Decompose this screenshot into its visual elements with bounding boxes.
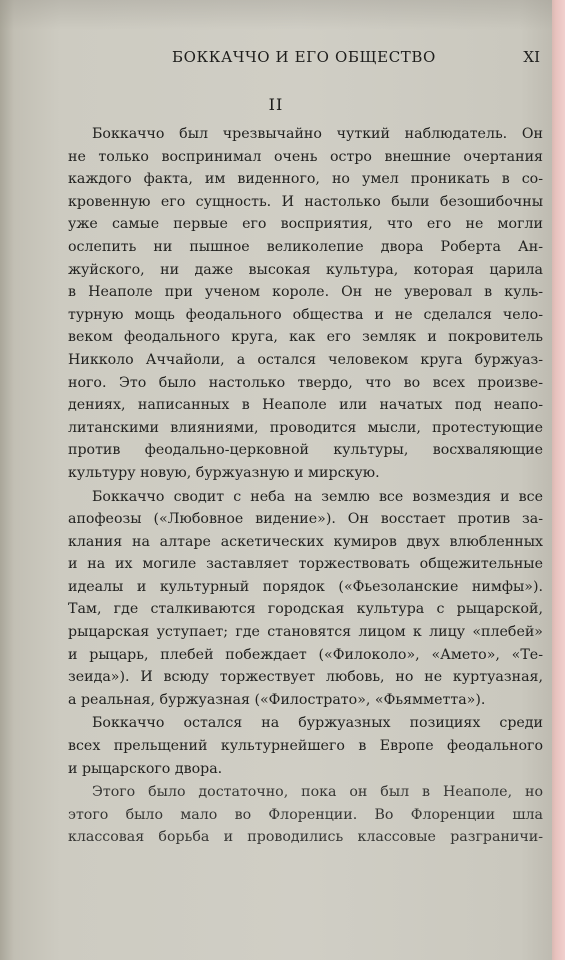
text-line: не только воспринимал очень остро внешние очертания	[68, 148, 543, 165]
text-line: в Неаполе при ученом короле. Он не уверовал в куль-	[68, 284, 543, 301]
paragraph-3	[68, 712, 543, 780]
page-shadow	[0, 0, 552, 30]
text-line: и рыцарского двора.	[68, 760, 223, 777]
text-line: клания на алтаре аскетических кумиров двух влюбленных	[68, 533, 543, 550]
text-line: литанскими влияниями, проводится мысли, протестующие	[68, 419, 543, 436]
text-line: а реальная, буржуазная («Филострато», «Фьямметта»).	[68, 691, 486, 708]
text-line: и рыцарь, плебей побеждает («Филоколо», «Амето», «Те-	[68, 646, 543, 663]
text-line: против феодально-церковной культуры, восхваляющие	[68, 442, 543, 459]
body-text	[68, 123, 543, 849]
text-line: кровенную его сущность. И настолько были безошибочны	[68, 193, 543, 210]
running-header	[60, 48, 540, 72]
text-line: уже самые первые его восприятия, что его не могли	[68, 216, 543, 233]
page-number: XI	[523, 48, 540, 66]
text-line: ного. Это было настолько твердо, что во всех произве-	[68, 374, 543, 391]
book-spine-edge	[552, 0, 565, 960]
text-line: веком феодального круга, как его земляк и покровитель	[68, 329, 543, 346]
text-line: апофеозы («Любовное видение»). Он восстает против за-	[68, 511, 543, 528]
text-line: дениях, написанных в Неаполе или начатых под неапо-	[68, 397, 543, 414]
text-line: жуйского, ни даже высокая культура, которая царила	[68, 261, 543, 278]
paragraph-1	[68, 123, 543, 485]
text-line: культуру новую, буржуазную и мирскую.	[68, 464, 380, 481]
text-line: зеида»). И всюду торжествует любовь, но не куртуазная,	[68, 669, 543, 686]
text-line: классовая борьба и проводились классовые разграничи-	[68, 829, 543, 846]
paragraph-2	[68, 486, 543, 712]
text-line: турную мощь феодального общества и не сделался чело-	[68, 306, 543, 323]
text-line: Там, где сталкиваются городская культура с рыцарской,	[68, 601, 543, 618]
text-line: и на их могиле заставляет торжествовать общежительные	[68, 556, 543, 573]
text-line: идеалы и культурный порядок («Фьезоланские нимфы»).	[68, 578, 543, 595]
text-line: всех прельщений культурнейшего в Европе феодального	[68, 738, 543, 755]
paragraph-4	[68, 781, 543, 849]
text-line: ослепить ни пышное великолепие двора Роберта Ан-	[68, 238, 543, 255]
text-line: Никколо Аччайоли, а остался человеком круга буржуаз-	[68, 351, 543, 368]
text-line: Боккаччо был чрезвычайно чуткий наблюдатель. Он	[92, 126, 543, 142]
text-line: Этого было достаточно, пока он был в Неаполе, но	[92, 784, 543, 801]
running-header-title: БОККАЧЧО И ЕГО ОБЩЕСТВО	[172, 48, 436, 66]
text-line: Боккаччо сводит с неба на землю все возмездия и все	[92, 488, 543, 505]
text-line: каждого факта, им виденного, но умел проникать в со-	[68, 171, 543, 188]
section-number: II	[268, 95, 284, 114]
text-line: рыцарская уступает; где становятся лицом к лицу «плебей»	[68, 624, 543, 641]
text-line: Боккаччо остался на буржуазных позициях среди	[92, 715, 543, 732]
text-line: этого было мало во Флоренции. Во Флоренции шла	[68, 806, 543, 823]
